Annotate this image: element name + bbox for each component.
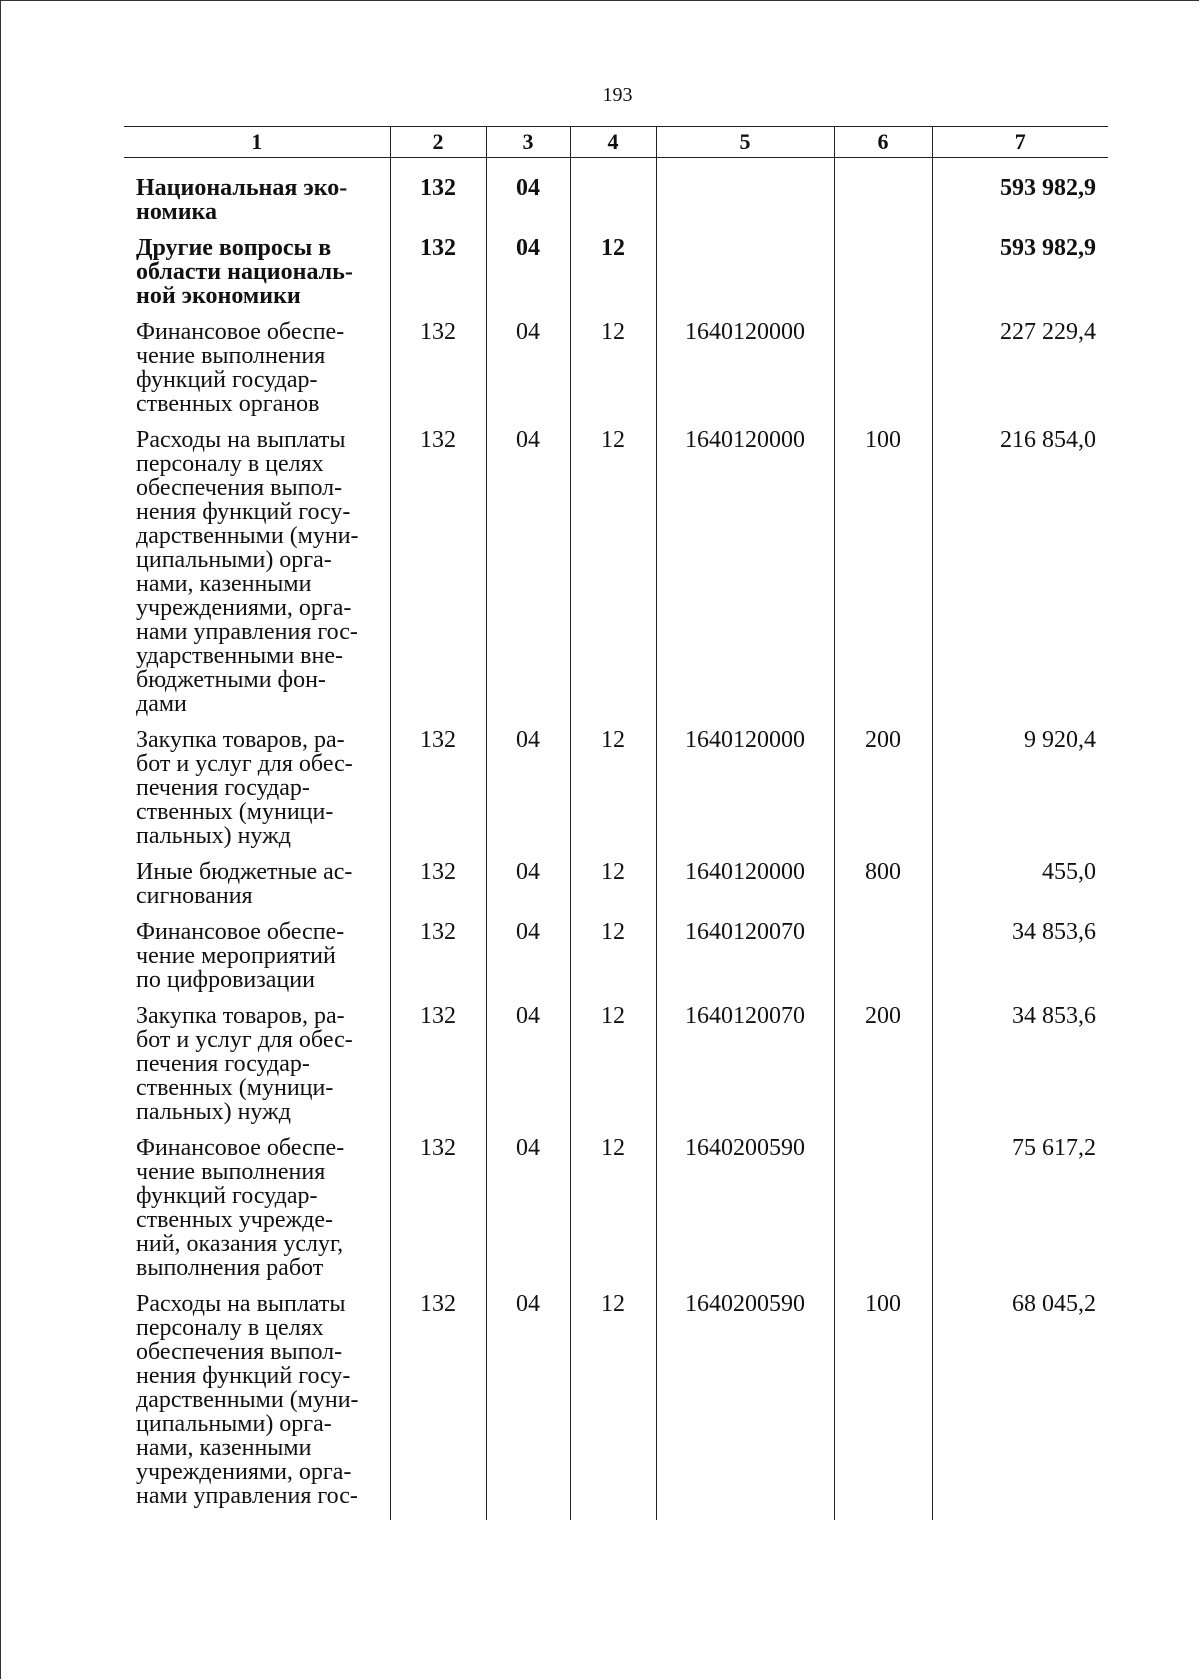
subsection-code-cell: 12	[570, 320, 656, 428]
section-code-cell: 04	[486, 1292, 570, 1520]
page-number: 193	[602, 84, 633, 106]
budget-table	[124, 126, 1108, 1520]
ministry-code-cell: 132	[390, 1136, 486, 1292]
table-row	[124, 920, 1108, 1004]
expense-type-cell: 200	[834, 1004, 932, 1136]
subsection-code-cell	[570, 176, 656, 236]
table-row	[124, 1004, 1108, 1136]
table-row	[124, 428, 1108, 728]
amount-cell: 75 617,2	[932, 1136, 1108, 1292]
ministry-code-cell: 132	[390, 920, 486, 1004]
subsection-code-cell: 12	[570, 920, 656, 1004]
amount-cell: 34 853,6	[932, 920, 1108, 1004]
expense-name-cell: Закупка товаров, ра- бот и услуг для обес- печения государ- ственных (муници- пальных) нужд	[136, 727, 353, 849]
ministry-code-cell: 132	[390, 860, 486, 920]
section-code-cell: 04	[486, 728, 570, 860]
section-code-cell: 04	[486, 920, 570, 1004]
target-article-cell: 1640200590	[656, 1136, 834, 1292]
table-row	[124, 728, 1108, 860]
column-header-2: 2	[390, 127, 486, 158]
column-header-5: 5	[656, 127, 834, 158]
header-spacer-row	[124, 158, 1108, 177]
amount-cell: 455,0	[932, 860, 1108, 920]
column-header-3: 3	[486, 127, 570, 158]
table-header	[124, 127, 1108, 158]
expense-name-cell: Финансовое обеспе- чение мероприятий по цифровизации	[136, 919, 345, 993]
expense-type-cell: 100	[834, 428, 932, 728]
target-article-cell: 1640120000	[656, 860, 834, 920]
expense-type-cell	[834, 176, 932, 236]
subsection-code-cell: 12	[570, 236, 656, 320]
amount-cell: 593 982,9	[932, 236, 1108, 320]
table-row	[124, 1292, 1108, 1520]
column-header-1: 1	[124, 127, 390, 158]
ministry-code-cell: 132	[390, 1292, 486, 1520]
section-code-cell: 04	[486, 428, 570, 728]
ministry-code-cell: 132	[390, 728, 486, 860]
target-article-cell: 1640120000	[656, 428, 834, 728]
section-code-cell: 04	[486, 176, 570, 236]
expense-type-cell	[834, 1136, 932, 1292]
expense-type-cell	[834, 920, 932, 1004]
expense-name-cell: Иные бюджетные ас- сигнования	[136, 859, 353, 909]
amount-cell: 34 853,6	[932, 1004, 1108, 1136]
column-header-6: 6	[834, 127, 932, 158]
expense-type-cell	[834, 320, 932, 428]
amount-cell: 227 229,4	[932, 320, 1108, 428]
section-code-cell: 04	[486, 860, 570, 920]
table-row	[124, 176, 1108, 236]
ministry-code-cell: 132	[390, 236, 486, 320]
expense-type-cell	[834, 236, 932, 320]
expense-name-cell: Финансовое обеспе- чение выполнения функций государ- ственных учрежде- ний, оказания услуг, выполнения работ	[136, 1135, 345, 1281]
amount-cell: 216 854,0	[932, 428, 1108, 728]
subsection-code-cell: 12	[570, 860, 656, 920]
table-row	[124, 1136, 1108, 1292]
subsection-code-cell: 12	[570, 1004, 656, 1136]
target-article-cell	[656, 236, 834, 320]
target-article-cell: 1640120000	[656, 320, 834, 428]
target-article-cell: 1640200590	[656, 1292, 834, 1520]
amount-cell: 68 045,2	[932, 1292, 1108, 1520]
ministry-code-cell: 132	[390, 176, 486, 236]
amount-cell: 593 982,9	[932, 176, 1108, 236]
amount-cell: 9 920,4	[932, 728, 1108, 860]
table-row	[124, 860, 1108, 920]
expense-name-cell: Финансовое обеспе- чение выполнения функций государ- ственных органов	[136, 319, 345, 417]
subsection-code-cell: 12	[570, 1136, 656, 1292]
subsection-code-cell: 12	[570, 1292, 656, 1520]
ministry-code-cell: 132	[390, 428, 486, 728]
table-body	[124, 158, 1108, 1521]
expense-name-cell: Национальная эко- номика	[136, 175, 348, 225]
section-code-cell: 04	[486, 1004, 570, 1136]
target-article-cell: 1640120000	[656, 728, 834, 860]
expense-type-cell: 200	[834, 728, 932, 860]
subsection-code-cell: 12	[570, 728, 656, 860]
target-article-cell: 1640120070	[656, 1004, 834, 1136]
section-code-cell: 04	[486, 236, 570, 320]
subsection-code-cell: 12	[570, 428, 656, 728]
ministry-code-cell: 132	[390, 1004, 486, 1136]
expense-type-cell: 800	[834, 860, 932, 920]
target-article-cell	[656, 176, 834, 236]
expense-name-cell: Расходы на выплаты персоналу в целях обеспечения выпол- нения функций госу- дарственными (муни- ципальными) орга- нами, казенными учреждениями, орга- нами управления гос- ударственными вне- бюджетными фон- дами	[136, 427, 359, 717]
table-row	[124, 320, 1108, 428]
expense-type-cell: 100	[834, 1292, 932, 1520]
section-code-cell: 04	[486, 320, 570, 428]
expense-name-cell: Закупка товаров, ра- бот и услуг для обес- печения государ- ственных (муници- пальных) нужд	[136, 1003, 353, 1125]
column-header-7: 7	[932, 127, 1108, 158]
column-header-4: 4	[570, 127, 656, 158]
table-row	[124, 236, 1108, 320]
target-article-cell: 1640120070	[656, 920, 834, 1004]
expense-name-cell: Расходы на выплаты персоналу в целях обеспечения выпол- нения функций госу- дарственными (муни- ципальными) орга- нами, казенными учреждениями, орга- нами управления гос-	[136, 1291, 359, 1509]
expense-name-cell: Другие вопросы в области националь- ной экономики	[136, 235, 353, 309]
section-code-cell: 04	[486, 1136, 570, 1292]
ministry-code-cell: 132	[390, 320, 486, 428]
